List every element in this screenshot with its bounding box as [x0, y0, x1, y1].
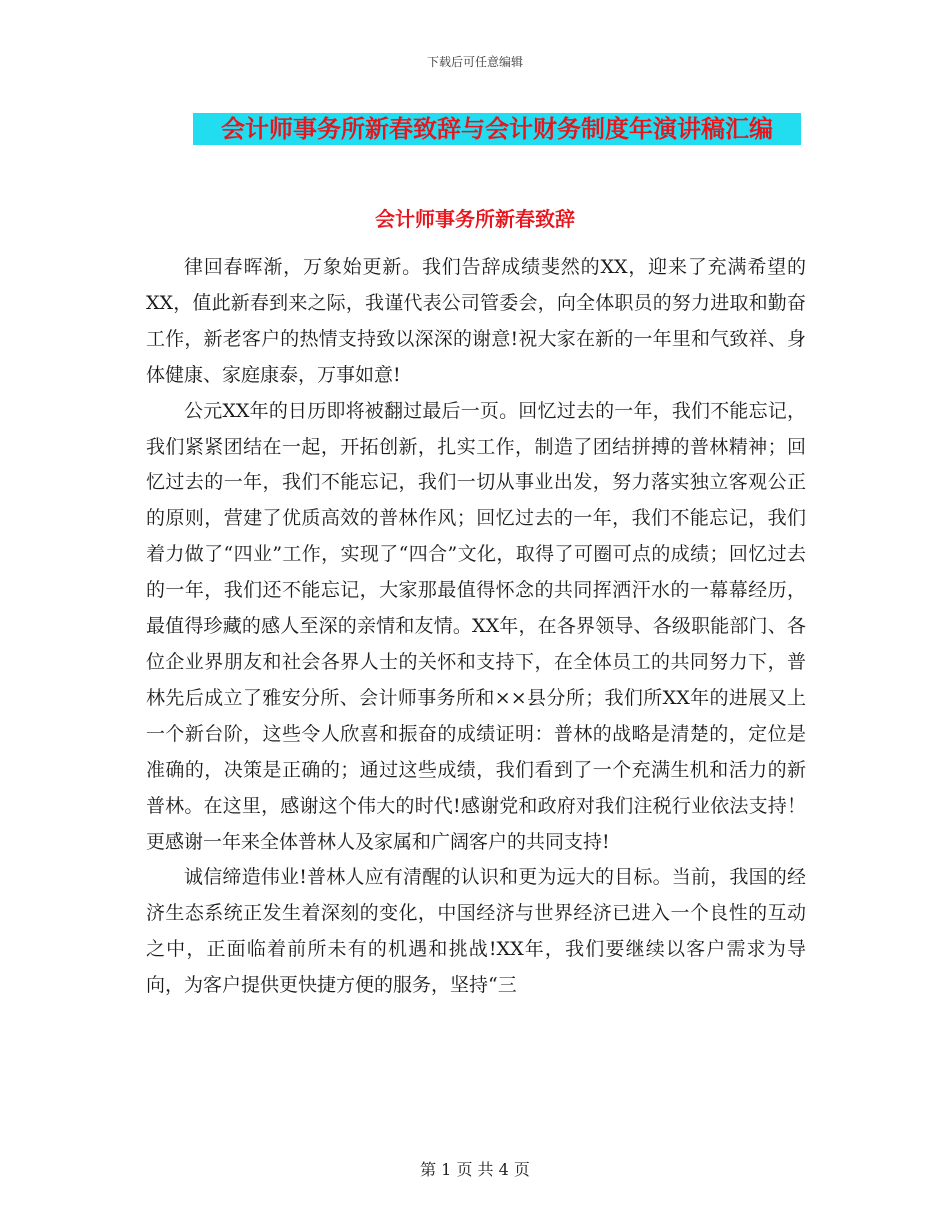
- header-note: 下载后可任意编辑: [426, 55, 523, 69]
- page-footer: 第 1 页 共 4 页: [420, 1160, 530, 1179]
- paragraph: 诚信缔造伟业!普林人应有清醒的认识和更为远大的目标。当前，我国的经济生态系统正发生着深刻的变化，中国经济与世界经济已进入一个良性的互动之中，正面临着前所未有的机遇和挑战!XX年，我们要继续以客户需求为导向，为客户提供更快捷方便的服务，坚持“三: [146, 866, 806, 997]
- section-title: 会计师事务所新春致辞: [375, 207, 575, 231]
- paragraph: 律回春晖渐，万象始更新。我们告辞成绩斐然的XX，迎来了充满希望的XX，值此新春到来之际，我谨代表公司管委会，向全体职员的努力进取和勤奋工作，新老客户的热情支持致以深深的谢意!祝大家在新的一年里和气致祥、身体健康、家庭康泰，万事如意!: [146, 256, 806, 386]
- document-body: [146, 250, 806, 1004]
- paragraph: 公元XX年的日历即将被翻过最后一页。回忆过去的一年，我们不能忘记，我们紧紧团结在一起，开拓创新，扎实工作，制造了团结拼搏的普林精神；回忆过去的一年，我们不能忘记，我们一切从事业出发，努力落实独立客观公正的原则，营建了优质高效的普林作风；回忆过去的一年，我们不能忘记，我们着力做了“四业”工作，实现了“四合”文化，取得了可圈可点的成绩；回忆过去的一年，我们还不能忘记，大家那最值得怀念的共同挥洒汗水的一幕幕经历，最值得珍藏的感人至深的亲情和友情。XX年，在各界领导、各级职能部门、各位企业界朋友和社会各界人士的关怀和支持下，在全体员工的共同努力下，普林先后成立了雅安分所、会计师事务所和××县分所；我们所XX年的进展又上一个新台阶，这些令人欣喜和振奋的成绩证明：普林的战略是清楚的，定位是准确的，决策是正确的；通过这些成绩，我们看到了一个充满生机和活力的新普林。在这里，感谢这个伟大的时代!感谢党和政府对我们注税行业依法支持！更感谢一年来全体普林人及家属和广阔客户的共同支持!: [146, 399, 806, 853]
- document-title: 会计师事务所新春致辞与会计财务制度年演讲稿汇编: [193, 113, 801, 145]
